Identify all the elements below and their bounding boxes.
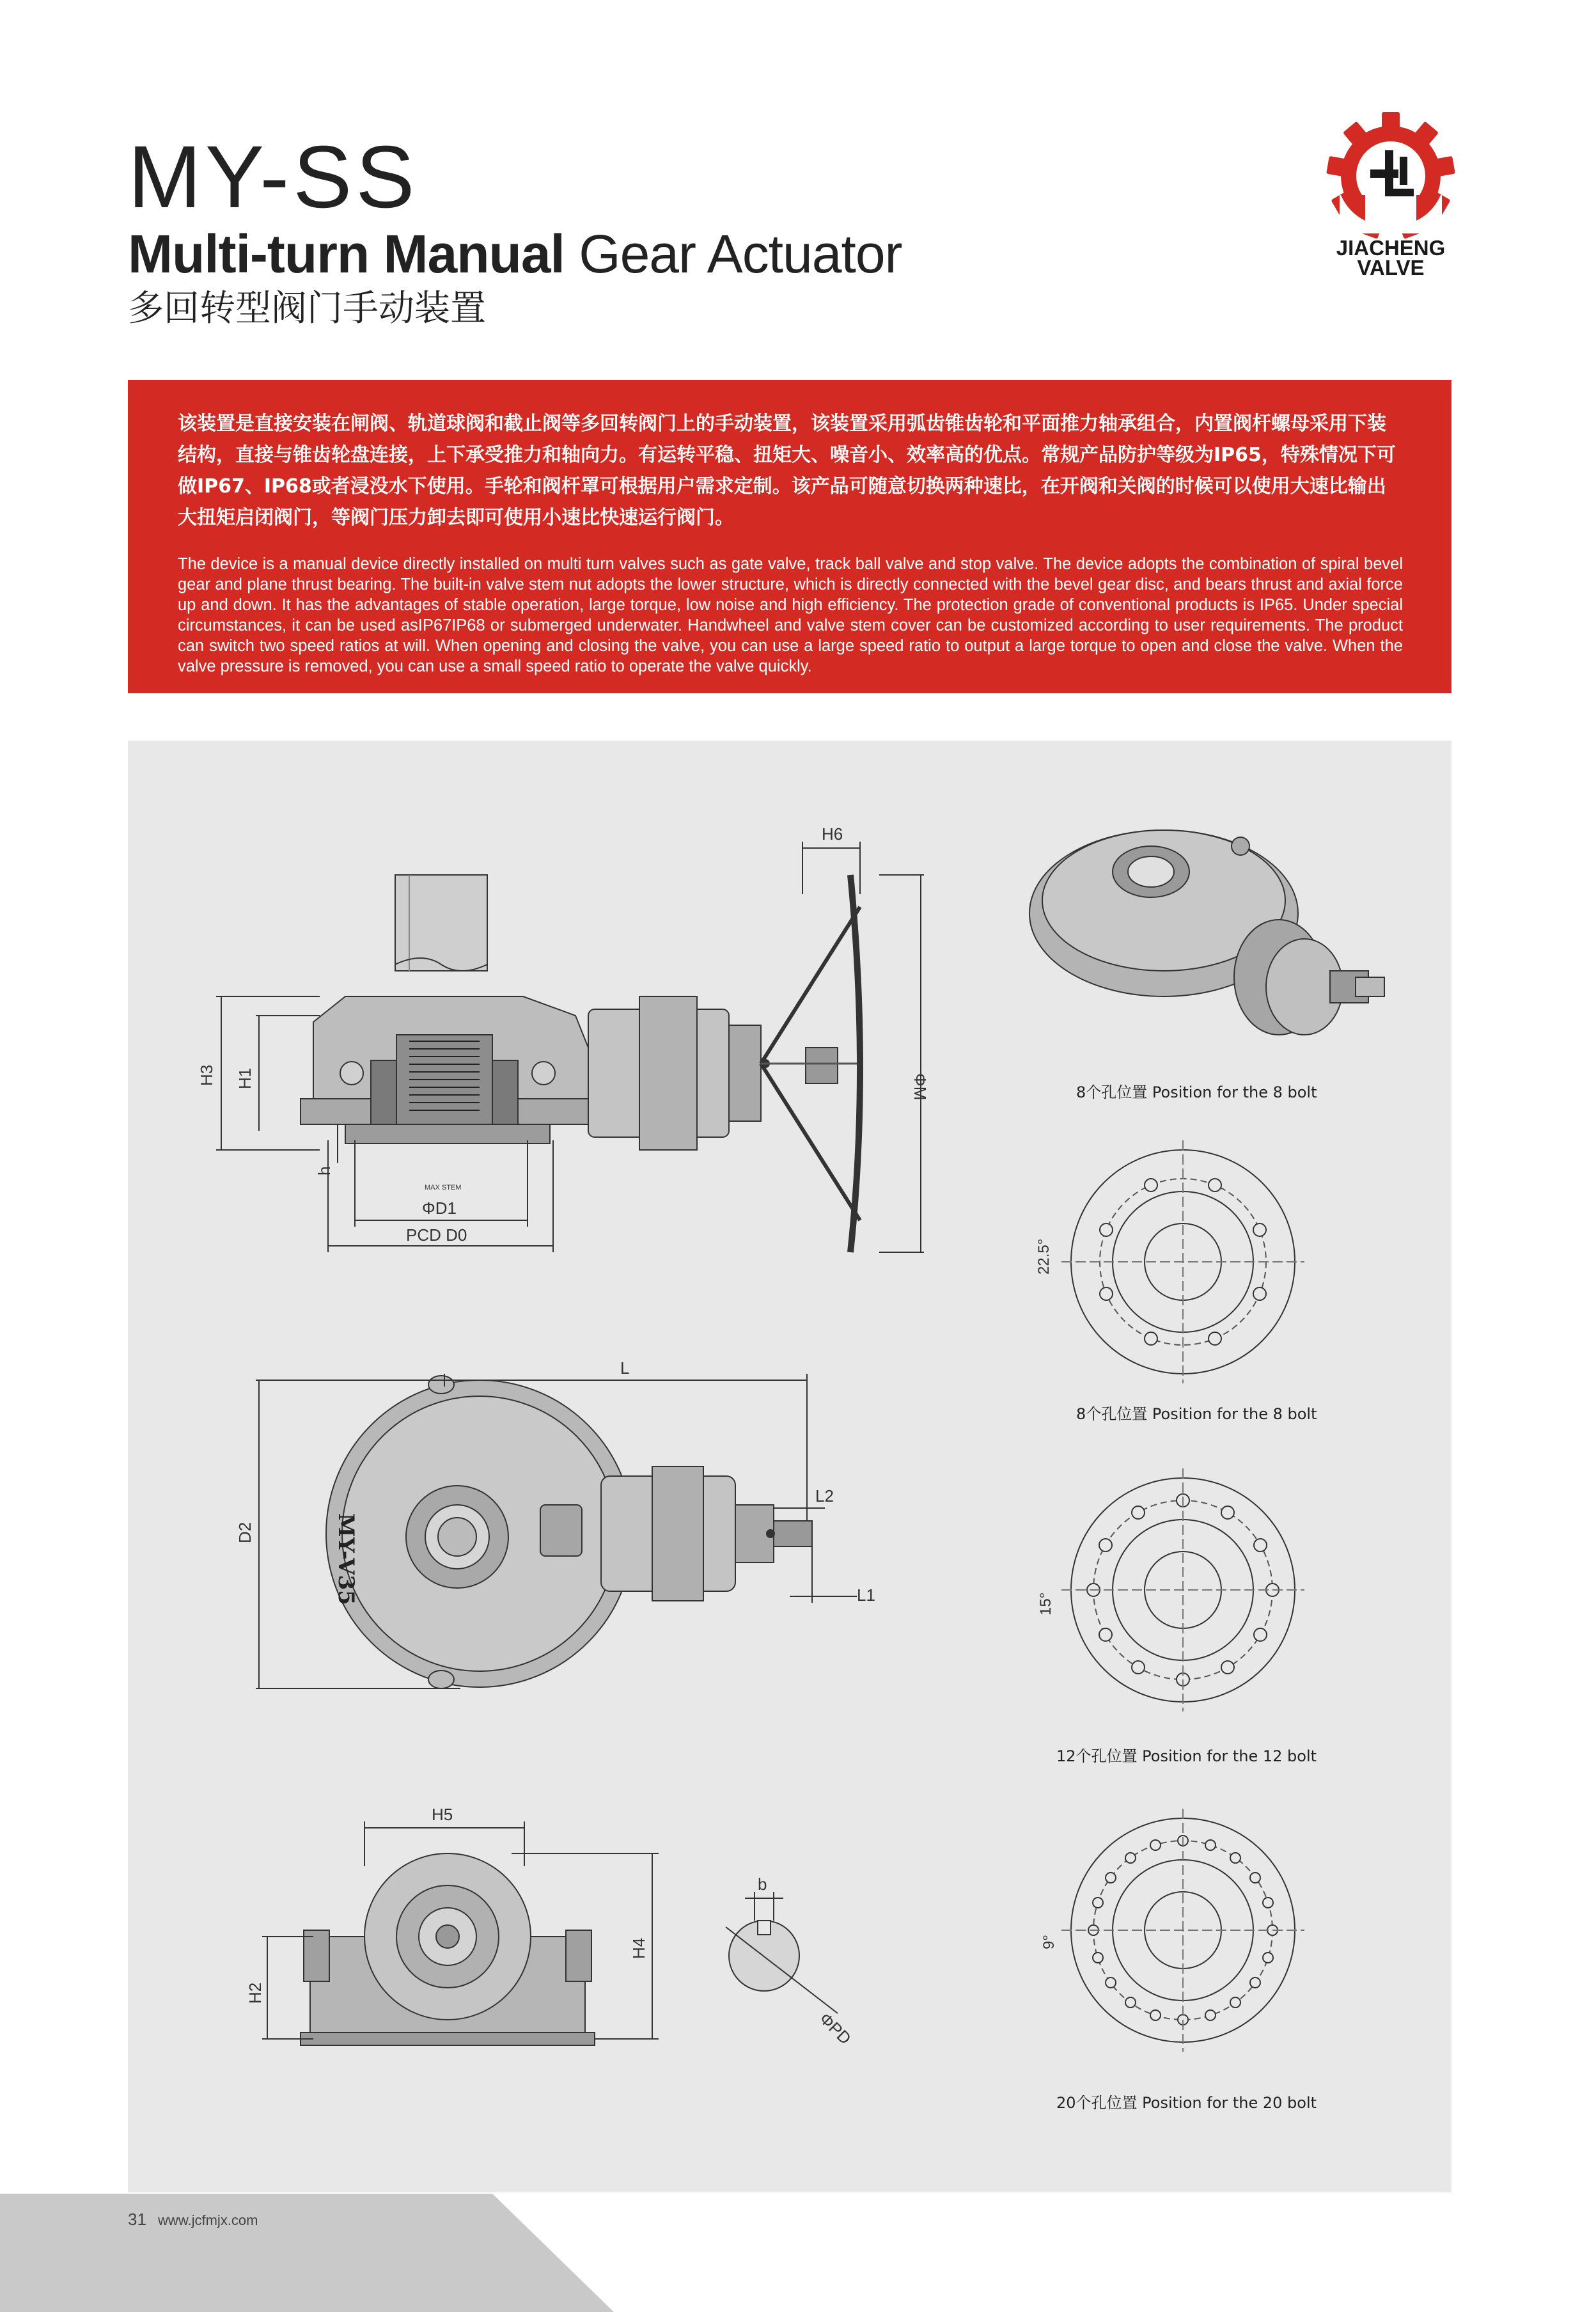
model-title: MY-SS <box>128 128 419 226</box>
brand-line-1: JIACHENG <box>1336 236 1446 260</box>
plan-view-drawing <box>235 1358 875 1688</box>
front-view-drawing <box>246 1805 659 2045</box>
angle-15: 15° <box>1037 1592 1054 1616</box>
intro-panel <box>128 380 1451 693</box>
footer <box>128 2210 258 2229</box>
bolt-pattern-8-drawing <box>1035 1140 1304 1383</box>
caption-20-bolt: 20个孔位置 Position for the 20 bolt <box>1056 2094 1317 2112</box>
dim-phi-d1: ΦD1 <box>422 1199 457 1218</box>
dim-h4: H4 <box>629 1937 648 1959</box>
dim-pcd-d0: PCD D0 <box>406 1225 467 1245</box>
dim-l1: L1 <box>857 1585 875 1605</box>
page-number: 31 <box>128 2210 146 2229</box>
intro-text-cn: 该装置是直接安装在闸阀、轨道球阀和截止阀等多回转阀门上的手动装置，该装置采用弧齿锥齿轮和平面推力轴承组合，内置阀杆螺母采用下装结构，直接与锥齿轮盘连接，上下承受推力和轴向力。有运转平稳、扭矩大、噪音小、效率高的优点。常规产品防护等级为IP65，特殊情况下可做IP67、IP68或者浸没水下使用。手轮和阀杆罩可根据用户需求定制。该产品可随意切换两种速比，在开阀和关阀的时候可以使用大速比输出大扭矩启闭阀门，等阀门压力卸去即可使用小速比快速运行阀门。 <box>178 413 1396 529</box>
dim-phi-m: ΦM <box>911 1073 930 1101</box>
dim-l2: L2 <box>815 1486 834 1506</box>
isometric-view-drawing <box>1029 830 1384 1035</box>
bolt-pattern-20-drawing <box>1040 1809 1304 2052</box>
intro-text-en: The device is a manual device directly installed on multi turn valves such as gate valve, track ball valve and stop valve. The device adopts the combination of spiral bevel gear and plane thrust bearing. The built-in valve stem nut adopts the lower structure, which is directly connected with the bevel gear disc, and bears thrust and axial force up and down. It has the advantages of stable operation, large torque, low noise and high efficiency. The protection grade of conventional products is IP65. Under special circumstances, it can be used asIP67IP68 or submerged underwater. Handwheel and valve stem cover can be customized according to user requirements. The product can switch two speed ratios at will. When opening and closing the valve, you can use a large speed ratio to output a large torque to open and close the valve. When the valve pressure is removed, you can use a small speed ratio to operate the valve quickly. <box>178 555 1403 675</box>
dim-h-small: h <box>315 1166 334 1176</box>
dim-h6: H6 <box>822 824 843 844</box>
shaft-key-drawing <box>726 1875 855 2048</box>
brand-line-2: VALVE <box>1357 256 1425 279</box>
product-title-cn: 多回转型阀门手动装置 <box>128 288 486 329</box>
angle-9: 9° <box>1040 1935 1058 1949</box>
dim-d2: D2 <box>235 1522 254 1543</box>
caption-iso-8-bolt: 8个孔位置 Position for the 8 bolt <box>1076 1083 1317 1101</box>
product-title-en <box>128 224 902 284</box>
angle-22-5: 22.5° <box>1035 1238 1052 1275</box>
caption-12-bolt: 12个孔位置 Position for the 12 bolt <box>1056 1747 1317 1765</box>
brand-name <box>1298 238 1483 278</box>
dim-h3: H3 <box>197 1064 216 1086</box>
title-bold: Multi-turn Manual <box>128 224 565 284</box>
nameplate-text: MY-V35 <box>333 1513 359 1605</box>
caption-8-bolt: 8个孔位置 Position for the 8 bolt <box>1076 1405 1317 1423</box>
title-regular: Gear Actuator <box>579 224 902 284</box>
technical-drawing <box>128 741 1451 2192</box>
dim-h5: H5 <box>432 1805 453 1824</box>
dim-h1: H1 <box>235 1067 254 1089</box>
dim-phi-pd: ΦPD <box>815 2009 856 2049</box>
footer-band <box>0 2194 614 2312</box>
dim-l: L <box>620 1358 630 1378</box>
dim-b: b <box>758 1875 767 1894</box>
side-view-drawing <box>197 824 930 1252</box>
technical-drawing-panel <box>128 741 1451 2192</box>
dim-h2: H2 <box>246 1982 265 2004</box>
bolt-pattern-12-drawing <box>1037 1468 1304 1711</box>
website-link[interactable]: www.jcfmjx.com <box>158 2212 258 2228</box>
dim-max-stem: MAX STEM <box>425 1184 462 1191</box>
